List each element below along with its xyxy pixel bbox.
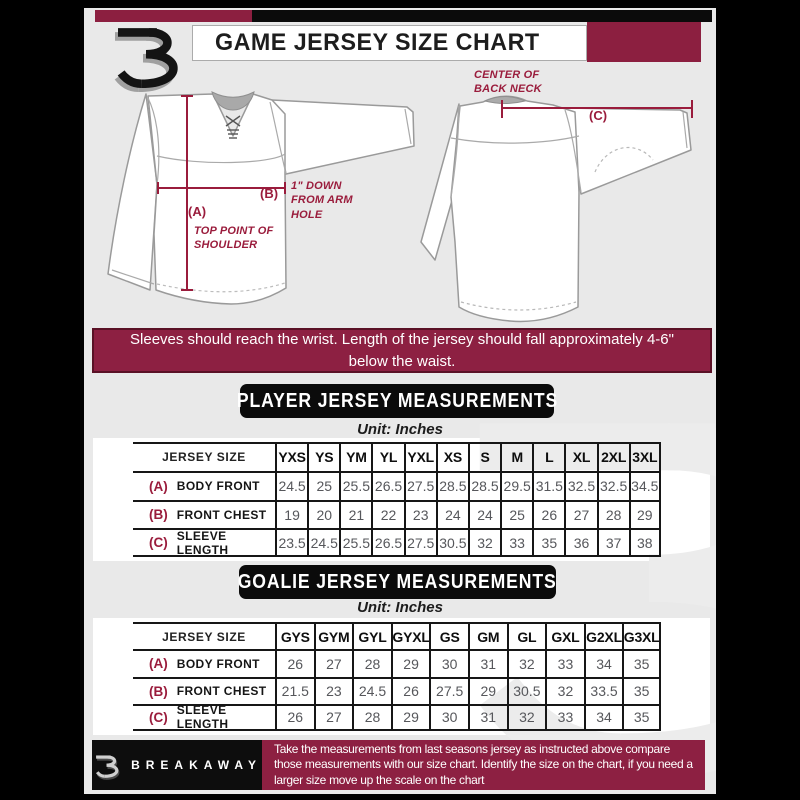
player-unit-label: Unit: Inches: [357, 421, 443, 438]
measure-key: (B): [149, 683, 168, 699]
value-cell: 32.5: [597, 471, 629, 500]
value-cell: 32: [507, 704, 546, 731]
value-cell: 27.5: [404, 528, 436, 557]
value-cell: 25.5: [339, 528, 371, 557]
value-cell: 30: [429, 704, 468, 731]
size-column-header: JERSEY SIZE: [133, 622, 275, 649]
goalie-section-title: [239, 565, 556, 599]
measure-key: (C): [149, 709, 168, 725]
measurement-c-label: (C): [589, 108, 608, 123]
value-cell: 27: [314, 649, 353, 676]
value-cell: 31: [468, 649, 507, 676]
value-cell: 34: [584, 704, 623, 731]
value-cell: 27: [564, 500, 596, 529]
size-header-cell: M: [500, 442, 532, 471]
size-header-cell: 3XL: [629, 442, 661, 471]
player-table: [133, 442, 661, 557]
value-cell: 19: [275, 500, 307, 529]
size-header-cell: GL: [507, 622, 546, 649]
row-label-cell: [133, 471, 275, 500]
value-cell: 32: [468, 528, 500, 557]
back-neck-note: CENTER OF BACK NECK: [474, 69, 542, 96]
value-cell: 36: [564, 528, 596, 557]
measure-label: BODY FRONT: [176, 479, 260, 494]
value-cell: 33.5: [584, 677, 623, 704]
size-header-cell: GYL: [352, 622, 391, 649]
size-header-cell: YL: [371, 442, 403, 471]
value-cell: 24: [436, 500, 468, 529]
value-cell: 30.5: [507, 677, 546, 704]
value-cell: 26: [275, 649, 314, 676]
footer-brand-box: [92, 740, 262, 790]
breakaway-b-icon: [106, 20, 186, 90]
back-jersey-diagram: [415, 92, 715, 336]
value-cell: 25.5: [339, 471, 371, 500]
footer-brand-text: BREAKAWAY: [131, 758, 262, 772]
value-cell: 24.5: [352, 677, 391, 704]
value-cell: 25: [307, 471, 339, 500]
measure-key: (C): [149, 535, 168, 551]
value-cell: 32: [545, 677, 584, 704]
footer-note-box: [262, 740, 705, 790]
value-cell: 26.5: [371, 528, 403, 557]
size-header-cell: GM: [468, 622, 507, 649]
value-cell: 25: [500, 500, 532, 529]
measurement-b-label: (B): [260, 186, 279, 201]
size-column-header: JERSEY SIZE: [133, 442, 275, 471]
size-header-cell: GS: [429, 622, 468, 649]
size-header-cell: GXL: [545, 622, 584, 649]
player-section-title-text: PLAYER JERSEY MEASUREMENTS: [236, 389, 558, 412]
value-cell: 35: [622, 677, 661, 704]
goalie-unit-label: Unit: Inches: [357, 599, 443, 616]
value-cell: 23: [404, 500, 436, 529]
size-header-cell: GYXL: [391, 622, 430, 649]
value-cell: 26.5: [371, 471, 403, 500]
value-cell: 27.5: [404, 471, 436, 500]
front-jersey-diagram: [100, 84, 424, 324]
value-cell: 21.5: [275, 677, 314, 704]
measurement-a-note: TOP POINT OF SHOULDER: [194, 225, 274, 252]
notice-banner-text: Sleeves should reach the wrist. Length of the jersey should fall approximately 4-6" below the waist.: [130, 330, 674, 370]
size-header-cell: S: [468, 442, 500, 471]
value-cell: 30.5: [436, 528, 468, 557]
value-cell: 26: [532, 500, 564, 529]
footer-note-text: Take the measurements from last seasons jersey as instructed above compare those measurements with our size chart. Identify the size on the chart, if you need a larger size move up the scale on the chart: [274, 741, 693, 787]
value-cell: 24.5: [275, 471, 307, 500]
size-header-cell: L: [532, 442, 564, 471]
row-label-cell: [133, 500, 275, 529]
measure-key: (A): [149, 478, 168, 494]
value-cell: 28: [352, 704, 391, 731]
page-title: [192, 25, 587, 61]
notice-banner: [92, 328, 712, 373]
value-cell: 29: [391, 704, 430, 731]
measure-label: SLEEVE LENGTH: [176, 528, 229, 557]
size-header-cell: G2XL: [584, 622, 623, 649]
size-header-cell: G3XL: [622, 622, 661, 649]
row-label-cell: [133, 677, 275, 704]
size-header-cell: GYS: [275, 622, 314, 649]
size-chart-page: [84, 8, 716, 794]
value-cell: 27.5: [429, 677, 468, 704]
measure-label: FRONT CHEST: [176, 684, 267, 699]
value-cell: 22: [371, 500, 403, 529]
value-cell: 21: [339, 500, 371, 529]
size-header-cell: GYM: [314, 622, 353, 649]
value-cell: 32.5: [564, 471, 596, 500]
measurement-a-label: (A): [188, 204, 207, 219]
footer-breakaway-b-icon: [92, 752, 121, 779]
size-header-cell: YS: [307, 442, 339, 471]
value-cell: 28.5: [436, 471, 468, 500]
value-cell: 29: [468, 677, 507, 704]
value-cell: 31.5: [532, 471, 564, 500]
size-header-cell: XS: [436, 442, 468, 471]
size-header-cell: YM: [339, 442, 371, 471]
value-cell: 27: [314, 704, 353, 731]
value-cell: 24.5: [307, 528, 339, 557]
value-cell: 33: [545, 704, 584, 731]
value-cell: 23.5: [275, 528, 307, 557]
value-cell: 30: [429, 649, 468, 676]
value-cell: 23: [314, 677, 353, 704]
value-cell: 32: [507, 649, 546, 676]
value-cell: 37: [597, 528, 629, 557]
row-label-cell: [133, 704, 275, 731]
value-cell: 20: [307, 500, 339, 529]
value-cell: 31: [468, 704, 507, 731]
value-cell: 29: [391, 649, 430, 676]
size-header-cell: 2XL: [597, 442, 629, 471]
value-cell: 34: [584, 649, 623, 676]
row-label-cell: [133, 649, 275, 676]
size-header-cell: YXL: [404, 442, 436, 471]
measure-key: (A): [149, 656, 168, 672]
goalie-table: [133, 622, 661, 731]
value-cell: 38: [629, 528, 661, 557]
player-section-title: [236, 384, 558, 418]
value-cell: 26: [275, 704, 314, 731]
value-cell: 35: [622, 704, 661, 731]
value-cell: 24: [468, 500, 500, 529]
row-label-cell: [133, 528, 275, 557]
value-cell: 28: [352, 649, 391, 676]
header-accent-black: [252, 10, 712, 22]
value-cell: 35: [532, 528, 564, 557]
measure-label: BODY FRONT: [176, 656, 260, 671]
value-cell: 34.5: [629, 471, 661, 500]
value-cell: 33: [500, 528, 532, 557]
goalie-section-title-text: GOALIE JERSEY MEASUREMENTS: [238, 570, 557, 593]
header-accent-block: [587, 22, 701, 62]
measure-label: FRONT CHEST: [176, 507, 267, 522]
value-cell: 26: [391, 677, 430, 704]
value-cell: 29.5: [500, 471, 532, 500]
measure-label: SLEEVE LENGTH: [176, 703, 229, 732]
value-cell: 33: [545, 649, 584, 676]
value-cell: 29: [629, 500, 661, 529]
value-cell: 28.5: [468, 471, 500, 500]
page-title-text: GAME JERSEY SIZE CHART: [215, 29, 540, 56]
measurement-b-note: 1" DOWN FROM ARM HOLE: [291, 180, 353, 221]
size-header-cell: YXS: [275, 442, 307, 471]
measure-key: (B): [149, 507, 168, 523]
value-cell: 28: [597, 500, 629, 529]
size-header-cell: XL: [564, 442, 596, 471]
value-cell: 35: [622, 649, 661, 676]
